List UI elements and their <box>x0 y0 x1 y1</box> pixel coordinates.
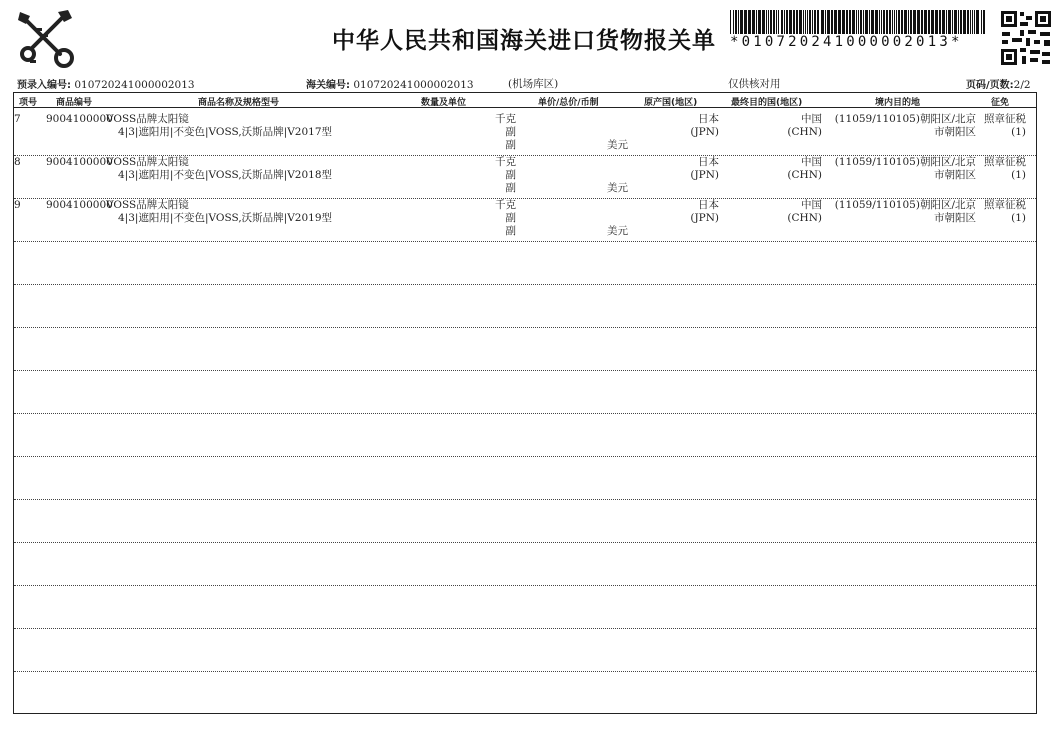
item-no: 7 <box>14 113 21 125</box>
col-name-spec: 商品名称及规格型号 <box>198 98 280 108</box>
domestic-destination: (11059/110105)朝阳区/北京 <box>834 113 976 125</box>
currency: 美元 <box>607 182 628 194</box>
table-frame <box>13 92 1037 714</box>
col-destination: 最终目的国(地区) <box>731 98 803 108</box>
commodity-name: VOSS品牌太阳镜 <box>106 113 189 125</box>
col-qty-unit: 数量及单位 <box>421 98 467 108</box>
row-separator <box>14 671 1036 672</box>
commodity-code: 9004100000 <box>46 113 113 125</box>
row-separator <box>14 327 1036 328</box>
domestic-destination-city: 市朝阳区 <box>934 126 976 138</box>
unit-declared: 副 <box>505 139 516 151</box>
unit-secondary: 副 <box>505 126 516 138</box>
commodity-code: 9004100000 <box>46 199 113 211</box>
unit-primary: 千克 <box>495 156 516 168</box>
row-separator <box>14 155 1036 156</box>
unit-secondary: 副 <box>505 212 516 224</box>
item-no: 8 <box>14 156 21 168</box>
row-separator <box>14 542 1036 543</box>
qr-code-icon <box>1000 10 1052 66</box>
destination-country: 中国 <box>801 199 822 211</box>
commodity-spec: 4|3|遮阳用|不变色|VOSS,沃斯品牌|V2018型 <box>118 169 333 181</box>
row-separator <box>14 585 1036 586</box>
commodity-spec: 4|3|遮阳用|不变色|VOSS,沃斯品牌|V2019型 <box>118 212 333 224</box>
row-separator <box>14 628 1036 629</box>
location: (机场库区) <box>508 78 559 90</box>
domestic-destination-city: 市朝阳区 <box>934 212 976 224</box>
domestic-destination: (11059/110105)朝阳区/北京 <box>834 156 976 168</box>
verify-note: 仅供核对用 <box>728 78 781 90</box>
row-separator <box>14 284 1036 285</box>
barcode-number: *010720241000002013* <box>730 34 963 50</box>
barcode-icon <box>730 10 986 34</box>
item-no: 9 <box>14 199 21 211</box>
pre-entry-number: 预录入编号: 010720241000002013 <box>17 79 195 91</box>
header-divider <box>14 107 1036 108</box>
col-price: 单价/总价/币制 <box>538 98 599 108</box>
levy-code: (1) <box>1011 169 1026 181</box>
col-levy: 征免 <box>991 98 1010 108</box>
levy-method: 照章征税 <box>984 199 1026 211</box>
col-code: 商品编号 <box>56 98 93 108</box>
domestic-destination: (11059/110105)朝阳区/北京 <box>834 199 976 211</box>
unit-primary: 千克 <box>495 113 516 125</box>
origin-code: (JPN) <box>690 212 719 224</box>
origin-country: 日本 <box>698 199 719 211</box>
currency: 美元 <box>607 225 628 237</box>
row-separator <box>14 456 1036 457</box>
row-separator <box>14 413 1036 414</box>
page-indicator: 页码/页数:2/2 <box>966 79 1031 91</box>
origin-code: (JPN) <box>690 126 719 138</box>
destination-code: (CHN) <box>787 126 822 138</box>
destination-country: 中国 <box>801 156 822 168</box>
commodity-spec: 4|3|遮阳用|不变色|VOSS,沃斯品牌|V2017型 <box>118 126 333 138</box>
unit-primary: 千克 <box>495 199 516 211</box>
currency: 美元 <box>607 139 628 151</box>
row-separator <box>14 241 1036 242</box>
destination-code: (CHN) <box>787 169 822 181</box>
row-separator <box>14 370 1036 371</box>
col-item-no: 项号 <box>19 98 38 108</box>
origin-country: 日本 <box>698 156 719 168</box>
unit-declared: 副 <box>505 225 516 237</box>
destination-country: 中国 <box>801 113 822 125</box>
row-separator <box>14 499 1036 500</box>
levy-method: 照章征税 <box>984 156 1026 168</box>
unit-declared: 副 <box>505 182 516 194</box>
commodity-name: VOSS品牌太阳镜 <box>106 199 189 211</box>
origin-country: 日本 <box>698 113 719 125</box>
page-title: 中华人民共和国海关进口货物报关单 <box>332 28 716 54</box>
row-separator <box>14 198 1036 199</box>
col-origin: 原产国(地区) <box>644 98 698 108</box>
unit-secondary: 副 <box>505 169 516 181</box>
levy-code: (1) <box>1011 126 1026 138</box>
origin-code: (JPN) <box>690 169 719 181</box>
commodity-code: 9004100000 <box>46 156 113 168</box>
customs-number: 海关编号: 010720241000002013 <box>306 79 474 91</box>
domestic-destination-city: 市朝阳区 <box>934 169 976 181</box>
customs-emblem-icon <box>14 8 78 72</box>
col-domestic: 境内目的地 <box>875 98 921 108</box>
commodity-name: VOSS品牌太阳镜 <box>106 156 189 168</box>
levy-code: (1) <box>1011 212 1026 224</box>
levy-method: 照章征税 <box>984 113 1026 125</box>
destination-code: (CHN) <box>787 212 822 224</box>
